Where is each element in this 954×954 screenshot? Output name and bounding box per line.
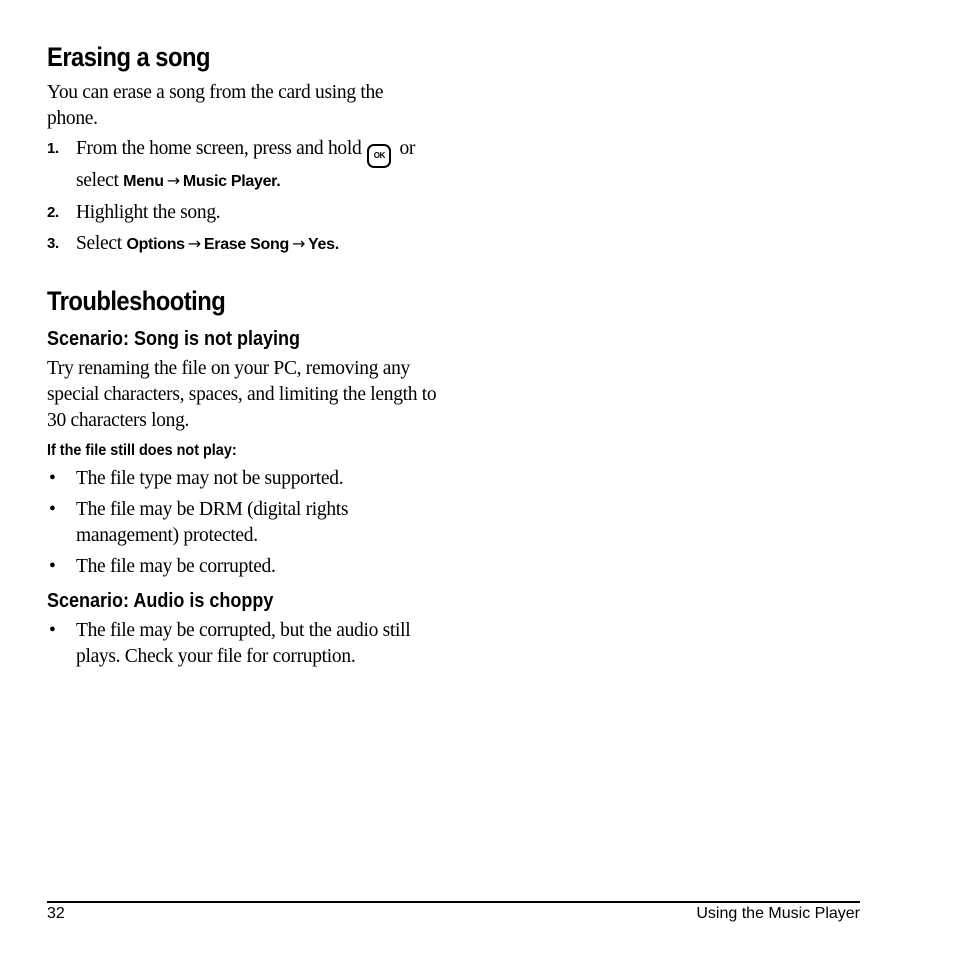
erase-step-1 — [47, 136, 437, 195]
section-title-erasing: Erasing a song — [47, 42, 210, 72]
ui-menu: Menu — [123, 173, 164, 190]
scenario-heading-not-playing: Scenario: Song is not playing — [47, 328, 301, 350]
ui-yes: Yes. — [308, 236, 339, 253]
bullet-icon: • — [49, 499, 56, 520]
scenario-heading-choppy: Scenario: Audio is choppy — [47, 590, 274, 612]
list-item-text: The file may be corrupted, but the audio still plays. Check your file for corruption. — [76, 620, 411, 667]
list-item — [47, 466, 437, 492]
arrow-icon: → — [291, 234, 306, 253]
page-number: 32 — [47, 905, 65, 922]
section-title-troubleshooting: Troubleshooting — [47, 286, 226, 316]
ok-key-icon: OK — [367, 144, 391, 168]
page-content — [47, 40, 437, 675]
list-item — [47, 554, 437, 580]
step-number: 3. — [47, 235, 59, 252]
step-number: 1. — [47, 140, 59, 157]
ui-music-player: Music Player. — [182, 173, 281, 190]
erase-step-2 — [47, 200, 437, 226]
bullet-icon: • — [49, 468, 56, 489]
subheading-still-not-play: If the file still does not play: — [47, 442, 237, 459]
bullet-icon: • — [49, 556, 56, 577]
step-text: From the home screen, press and hold — [76, 138, 362, 159]
list-item-text: The file may be corrupted. — [76, 556, 276, 577]
step-text-select: Select — [76, 233, 122, 254]
list-item — [47, 618, 437, 670]
footer-divider — [47, 901, 860, 903]
erase-step-3 — [47, 231, 437, 258]
list-item-text: The file may be DRM (digital rights management) protected. — [76, 499, 349, 546]
scenario-body-not-playing: Try renaming the file on your PC, removing any special characters, spaces, and limiting the length to 30 characters long. — [47, 358, 437, 431]
step-text: Highlight the song. — [76, 202, 221, 223]
chapter-title: Using the Music Player — [696, 905, 860, 922]
ui-options: Options — [126, 236, 185, 253]
step-number: 2. — [47, 204, 59, 221]
ui-erase-song: Erase Song — [203, 236, 289, 253]
arrow-icon: → — [187, 234, 201, 253]
bullet-icon: • — [49, 620, 56, 641]
list-item-text: The file type may not be supported. — [76, 468, 344, 489]
erase-intro: You can erase a song from the card using the phone. — [47, 82, 384, 129]
step-text-or: or — [399, 138, 416, 159]
step-text-select: select — [76, 170, 119, 191]
list-item — [47, 497, 437, 549]
arrow-icon: → — [166, 171, 180, 190]
